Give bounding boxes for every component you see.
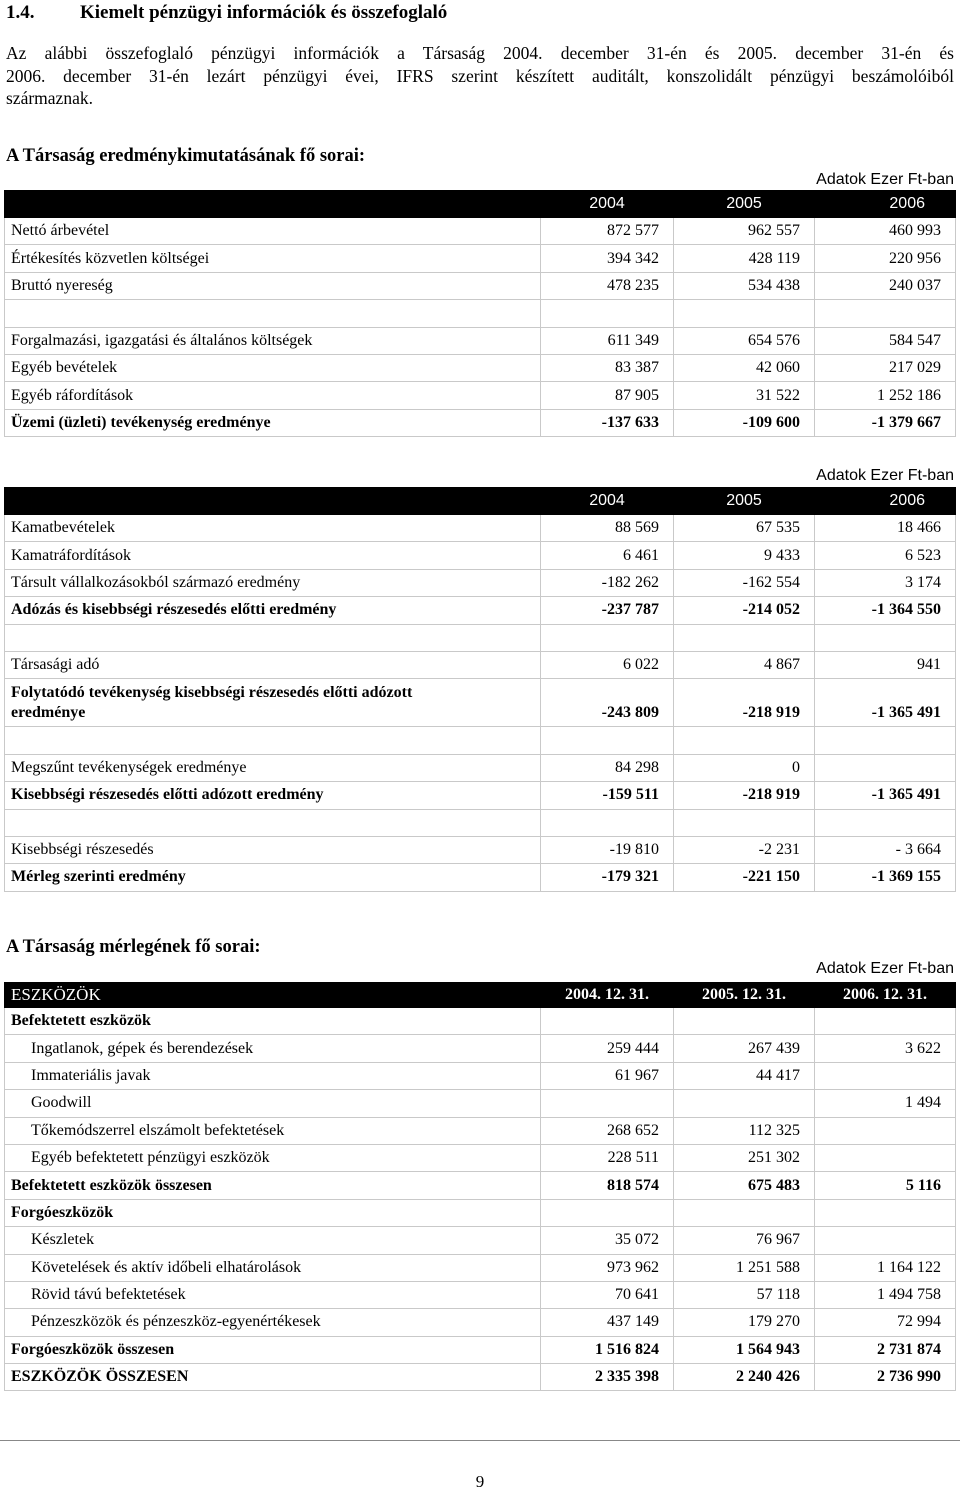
cell-2005 [674,624,815,651]
table-row [5,1254,956,1281]
row-label: Egyéb ráfordítások [5,382,541,409]
table-row [5,754,956,781]
table-row [5,1227,956,1254]
intro-line: 2006. december 31-én lezárt pénzügyi évei, IFRS szerint készített auditált, konszolidált pénzügyi beszámolóiból [6,65,954,86]
cell-2005: 675 483 [674,1172,815,1199]
cell-2004 [541,809,674,836]
table-row [5,245,956,272]
income-table [4,190,956,437]
table-row [5,1062,956,1089]
table-row-total [5,679,956,727]
year-2006: 2006 [815,488,956,515]
cell-2004 [541,624,674,651]
table-row [5,1144,956,1171]
row-label: Adózás és kisebbségi részesedés előtti eredmény [5,597,541,624]
cell-2004: 88 569 [541,515,674,542]
cell-2005 [674,727,815,754]
cell-2004 [541,1008,674,1035]
intro-line: Az alábbi összefoglaló pénzügyi információk a Társaság 2004. december 31-én és 2005. december 31-én és [6,43,954,63]
date-2004: 2004. 12. 31. [541,983,674,1008]
cell-2005: 76 967 [674,1227,815,1254]
table-row-empty [5,300,956,327]
row-label: Befektetett eszközök összesen [5,1172,541,1199]
cell-2005: -162 554 [674,569,815,596]
table-row [5,1309,956,1336]
cell-2005: 654 576 [674,327,815,354]
balance-title: A Társaság mérlegének fő sorai: [6,937,261,957]
page-number: 9 [475,1472,485,1491]
row-label: Pénzeszközök és pénzeszköz-egyenértékesek [5,1309,541,1336]
intro-paragraph [6,42,954,110]
cell-2006: - 3 664 [815,836,956,863]
table-row-empty [5,727,956,754]
row-label: Egyéb befektetett pénzügyi eszközök [5,1144,541,1171]
row-label [5,727,541,754]
cell-2004: 87 905 [541,382,674,409]
table-row [5,1035,956,1062]
table-row [5,327,956,354]
balance-table [4,982,956,1391]
income-header-row [5,191,956,218]
section-number: 1.4. [6,2,35,23]
assets-header: ESZKÖZÖK [5,983,541,1008]
row-label: Forgóeszközök [5,1199,541,1226]
table-row-total [5,1364,956,1391]
cell-2004: 478 235 [541,272,674,299]
row-label: Megszűnt tevékenységek eredménye [5,754,541,781]
row-label: Befektetett eszközök [5,1008,541,1035]
year-2004: 2004 [541,488,674,515]
cell-2005: 2 240 426 [674,1364,815,1391]
cell-2005: 267 439 [674,1035,815,1062]
row-label: Követelések és aktív időbeli elhatárolások [5,1254,541,1281]
row-label: Kisebbségi részesedés előtti adózott eredmény [5,782,541,809]
cell-2006 [815,809,956,836]
cell-2004: 1 516 824 [541,1336,674,1363]
cell-2005 [674,300,815,327]
table-row [5,569,956,596]
income2-header-row [5,488,956,515]
table-row [5,1281,956,1308]
cell-2005: 112 325 [674,1117,815,1144]
cell-2005: -221 150 [674,864,815,891]
table-row-empty [5,809,956,836]
row-label [5,809,541,836]
table-row-total [5,782,956,809]
cell-2006: 1 164 122 [815,1254,956,1281]
cell-2005: 67 535 [674,515,815,542]
table-row-total [5,864,956,891]
cell-2004: 394 342 [541,245,674,272]
row-label [5,624,541,651]
cell-2004: 2 335 398 [541,1364,674,1391]
table-row-total [5,597,956,624]
table-row [5,1117,956,1144]
row-label: Társasági adó [5,651,541,678]
cell-2006: 1 252 186 [815,382,956,409]
table-row [5,651,956,678]
cell-2005: 428 119 [674,245,815,272]
cell-2006: 2 731 874 [815,1336,956,1363]
row-label: Kamatráfordítások [5,542,541,569]
cell-2006: 2 736 990 [815,1364,956,1391]
row-label: Értékesítés közvetlen költségei [5,245,541,272]
cell-2006 [815,1008,956,1035]
cell-2004: 83 387 [541,354,674,381]
cell-2005: 9 433 [674,542,815,569]
cell-2005 [674,1199,815,1226]
cell-2006 [815,624,956,651]
cell-2005: 31 522 [674,382,815,409]
cell-2005: -109 600 [674,409,815,436]
cell-2004 [541,1090,674,1117]
cell-2005: 44 417 [674,1062,815,1089]
table-row [5,382,956,409]
cell-2004 [541,300,674,327]
row-label-line: eredménye [11,704,86,722]
section-heading [6,2,447,24]
cell-2004: -19 810 [541,836,674,863]
section-title: Kiemelt pénzügyi információk és összefoglaló [80,2,448,23]
income2-unit: Adatok Ezer Ft-ban [816,467,954,484]
cell-2004: 611 349 [541,327,674,354]
cell-2004: 268 652 [541,1117,674,1144]
header-blank [5,191,541,218]
table-row [5,272,956,299]
cell-2006: 460 993 [815,218,956,245]
cell-2005: 179 270 [674,1309,815,1336]
cell-2006 [815,1227,956,1254]
cell-2006: 584 547 [815,327,956,354]
table-row [5,515,956,542]
row-label: Goodwill [5,1090,541,1117]
table-row [5,218,956,245]
cell-2004: 6 022 [541,651,674,678]
cell-2004: 872 577 [541,218,674,245]
row-label: Egyéb bevételek [5,354,541,381]
date-2005: 2005. 12. 31. [674,983,815,1008]
cell-2006: -1 379 667 [815,409,956,436]
row-label: Kamatbevételek [5,515,541,542]
cell-2005: 962 557 [674,218,815,245]
cell-2004: 6 461 [541,542,674,569]
cell-2005 [674,1090,815,1117]
table-row [5,836,956,863]
cell-2004: 437 149 [541,1309,674,1336]
cell-2005: 251 302 [674,1144,815,1171]
cell-2004 [541,1199,674,1226]
cell-2006: 217 029 [815,354,956,381]
cell-2006: 18 466 [815,515,956,542]
year-2004: 2004 [541,191,674,218]
cell-2005: 4 867 [674,651,815,678]
cell-2006 [815,1117,956,1144]
date-2006: 2006. 12. 31. [815,983,956,1008]
cell-2006 [815,1144,956,1171]
cell-2006: 1 494 758 [815,1281,956,1308]
row-label [5,300,541,327]
cell-2006: -1 364 550 [815,597,956,624]
cell-2005 [674,809,815,836]
row-label: Immateriális javak [5,1062,541,1089]
cell-2006 [815,1062,956,1089]
year-2005: 2005 [674,191,815,218]
cell-2004: -179 321 [541,864,674,891]
cell-2005: -218 919 [674,782,815,809]
cell-2006 [815,300,956,327]
row-label: Társult vállalkozásokból származó eredmény [5,569,541,596]
cell-2005: -218 919 [674,679,815,727]
cell-2006: 5 116 [815,1172,956,1199]
cell-2005: 42 060 [674,354,815,381]
cell-2005: 1 251 588 [674,1254,815,1281]
row-label: Forgóeszközök összesen [5,1336,541,1363]
income-unit: Adatok Ezer Ft-ban [816,171,954,188]
cell-2006: 6 523 [815,542,956,569]
cell-2006: 220 956 [815,245,956,272]
income2-table [4,487,956,892]
table-row [5,542,956,569]
cell-2005: -2 231 [674,836,815,863]
cell-2006: 72 994 [815,1309,956,1336]
row-label: Üzemi (üzleti) tevékenység eredménye [5,409,541,436]
cell-2006: 240 037 [815,272,956,299]
cell-2004: 259 444 [541,1035,674,1062]
row-label-line: Folytatódó tevékenység kisebbségi részesedés előtti adózott [11,684,413,702]
cell-2004: 70 641 [541,1281,674,1308]
cell-2004: -182 262 [541,569,674,596]
footer-divider [0,1440,960,1441]
cell-2004: -137 633 [541,409,674,436]
row-label: Rövid távú befektetések [5,1281,541,1308]
cell-2005: 534 438 [674,272,815,299]
row-label: Forgalmazási, igazgatási és általános költségek [5,327,541,354]
row-label: ESZKÖZÖK ÖSSZESEN [5,1364,541,1391]
cell-2006: 1 494 [815,1090,956,1117]
cell-2006 [815,754,956,781]
row-label: Bruttó nyereség [5,272,541,299]
intro-line: származnak. [6,88,93,108]
cell-2006: -1 365 491 [815,782,956,809]
cell-2004: -243 809 [541,679,674,727]
cell-2005: -214 052 [674,597,815,624]
table-row-group [5,1008,956,1035]
balance-header-row [5,983,956,1008]
cell-2004: 84 298 [541,754,674,781]
cell-2006 [815,727,956,754]
header-blank [5,488,541,515]
cell-2004: 35 072 [541,1227,674,1254]
cell-2005: 57 118 [674,1281,815,1308]
cell-2005: 0 [674,754,815,781]
cell-2006: 941 [815,651,956,678]
cell-2006: 3 622 [815,1035,956,1062]
cell-2004: 61 967 [541,1062,674,1089]
row-label [5,679,541,727]
cell-2006 [815,1199,956,1226]
cell-2006: 3 174 [815,569,956,596]
table-row-total [5,1172,956,1199]
row-label: Készletek [5,1227,541,1254]
table-row-total [5,409,956,436]
year-2005: 2005 [674,488,815,515]
cell-2004 [541,727,674,754]
cell-2004: -237 787 [541,597,674,624]
cell-2006: -1 365 491 [815,679,956,727]
table-row-total [5,1336,956,1363]
year-2006: 2006 [815,191,956,218]
income-title: A Társaság eredménykimutatásának fő sorai: [6,146,366,166]
cell-2004: -159 511 [541,782,674,809]
cell-2005: 1 564 943 [674,1336,815,1363]
balance-unit: Adatok Ezer Ft-ban [816,960,954,977]
cell-2004: 228 511 [541,1144,674,1171]
table-row [5,1090,956,1117]
table-row-group [5,1199,956,1226]
cell-2006: -1 369 155 [815,864,956,891]
row-label: Tőkemódszerrel elszámolt befektetések [5,1117,541,1144]
row-label: Ingatlanok, gépek és berendezések [5,1035,541,1062]
table-row-empty [5,624,956,651]
cell-2004: 818 574 [541,1172,674,1199]
cell-2004: 973 962 [541,1254,674,1281]
table-row [5,354,956,381]
row-label: Kisebbségi részesedés [5,836,541,863]
cell-2005 [674,1008,815,1035]
row-label: Nettó árbevétel [5,218,541,245]
row-label: Mérleg szerinti eredmény [5,864,541,891]
